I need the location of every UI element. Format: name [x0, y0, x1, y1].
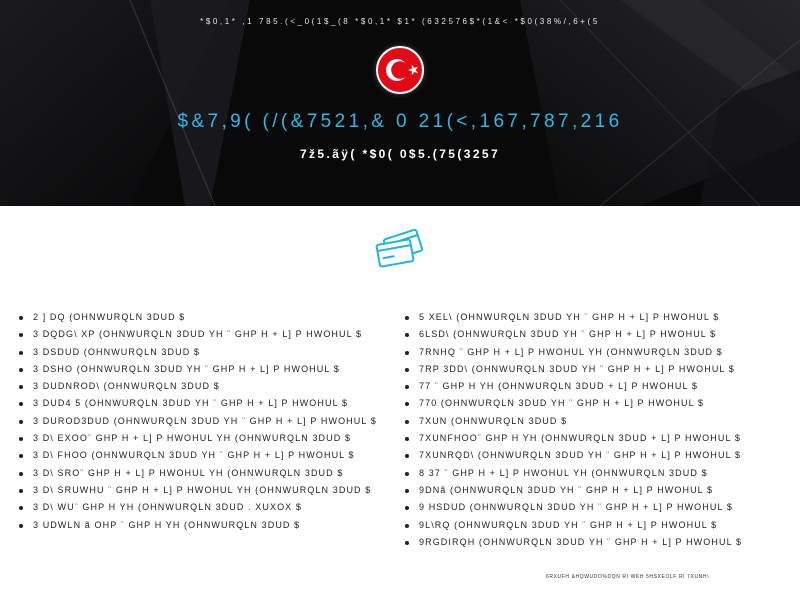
list-item: [404, 430, 784, 447]
bullet: [405, 506, 409, 510]
list-item: [404, 326, 784, 343]
hero-background: [0, 0, 800, 206]
list-item: [18, 309, 388, 326]
list-item-label: 7XUN (OHNWURQLN 3DUD $: [419, 415, 568, 426]
list-item: [404, 465, 784, 482]
bullet: [19, 489, 23, 493]
list-item-label: 5 XEL\ (OHNWURQLN 3DUD YH ¨ GHP H + L] P HWOHUL $: [419, 312, 720, 322]
list-item: [404, 309, 784, 326]
list-item-label: 3 D\ SRO¨ GHP H + L] P HWOHUL YH (OHNWURQLN 3DUD $: [33, 467, 344, 478]
credit-cards-icon: [372, 222, 428, 270]
list-item: [18, 499, 388, 516]
list-item-label: 3 DSDUD (OHNWURQLN 3DUD $: [33, 346, 201, 357]
list-item: [18, 447, 388, 464]
list-item: [404, 344, 784, 361]
provider-list-left: [18, 309, 388, 534]
bullet: [19, 351, 23, 355]
list-item-label: 770 (OHNWURQLN 3DUD YH ¨ GHP H + L] P HWOHUL $: [419, 398, 705, 409]
bullet: [405, 524, 409, 528]
list-item-label: 3 DSHO (OHNWURQLN 3DUD YH ¨ GHP H + L] P HWOHUL $: [33, 363, 340, 374]
list-item: [404, 534, 784, 551]
bullet: [19, 506, 23, 510]
bullet: [19, 316, 23, 320]
list-item-label: 3 D\ SRUWHU ¨ GHP H + L] P HWOHUL YH (OHNWURQLN 3DUD $: [33, 484, 372, 495]
list-item-label: 7XUNRQD\ (OHNWURQLN 3DUD YH ¨ GHP H + L] P HWOHUL $: [419, 450, 742, 461]
bullet: [19, 472, 23, 476]
list-item-label: 8 37 ¨ GHP H + L] P HWOHUL YH (OHNWURQLN 3DUD $: [419, 467, 708, 478]
list-item-label: 3 D\ FHOO (OHNWURQLN 3DUD YH ¨ GHP H + L] P HWOHUL $: [33, 450, 355, 461]
list-item: [404, 378, 784, 395]
list-item-label: 3 DUROD3DUD (OHNWURQLN 3DUD YH ¨ GHP H + L] P HWOHUL $: [33, 415, 377, 426]
list-item: [404, 499, 784, 516]
list-item-label: 7RNHQ ¨ GHP H + L] P HWOHUL YH (OHNWURQLN 3DUD $: [419, 346, 723, 357]
bullet: [19, 524, 23, 528]
list-item-label: 3 DUD4 5 (OHNWURQLN 3DUD YH ¨ GHP H + L] P HWOHUL $: [33, 398, 349, 409]
bullet: [19, 420, 23, 424]
list-item-label: 3 UDWLN ã OHP ¨ GHP H YH (OHNWURQLN 3DUD $: [33, 519, 301, 530]
bullet: [405, 385, 409, 389]
bullet: [405, 489, 409, 493]
list-item: [18, 482, 388, 499]
list-item-label: 9RGDIRQH (OHNWURQLN 3DUD YH ¨ GHP H + L] P HWOHUL $: [419, 536, 743, 547]
hero-subtitle: 7ž5.ãÿ( *$0( 0$5.(75(3257: [299, 147, 501, 161]
list-item: [18, 326, 388, 343]
bullet: [405, 472, 409, 476]
list-item: [404, 447, 784, 464]
list-item-label: 3 DQDG\ XP (OHNWURQLN 3DUD YH ¨ GHP H + L] P HWOHUL $: [33, 329, 363, 340]
bullet: [19, 402, 23, 406]
hero-banner: [0, 0, 800, 206]
list-item: [18, 465, 388, 482]
list-item-label: 3 DUDNROD\ (OHNWURQLN 3DUD $: [33, 381, 220, 392]
list-item: [404, 395, 784, 412]
list-item: [18, 517, 388, 534]
list-item-label: 6LSD\ (OHNWURQLN 3DUD YH ¨ GHP H + L] P HWOHUL $: [419, 329, 717, 340]
list-item: [404, 361, 784, 378]
bullet: [405, 454, 409, 458]
list-item-label: 2 ] DQ (OHNWURQLN 3DUD $: [33, 312, 186, 322]
bullet: [405, 333, 409, 337]
provider-list-right: [404, 309, 784, 551]
list-item-label: 77 ¨ GHP H YH (OHNWURQLN 3DUD + L] P HWOHUL $: [419, 381, 698, 392]
bullet: [19, 333, 23, 337]
bullet: [19, 454, 23, 458]
list-item: [404, 413, 784, 430]
source-footnote: 6RXUFH &HQWUDO%DQN RI WKH 5HSXEOLF RI 7XUNH\: [546, 574, 710, 580]
list-item-label: 7XUNFHOO¨ GHP H YH (OHNWURQLN 3DUD + L] P HWOHUL $: [419, 433, 741, 444]
hero-top-text: *$0,1* ,1 785.(<_0(1$_(8 *$0,1* $1* (632576$*(1&< *$0(38%/,6+(5: [200, 17, 600, 26]
list-item: [18, 378, 388, 395]
list-item: [404, 517, 784, 534]
bullet: [405, 368, 409, 372]
turkey-flag-icon: [376, 46, 424, 94]
list-item: [18, 395, 388, 412]
list-item-label: 3 D\ EXOO¨ GHP H + L] P HWOHUL YH (OHNWURQLN 3DUD $: [33, 433, 352, 444]
bullet: [405, 402, 409, 406]
bullet: [19, 368, 23, 372]
hero-title: $&7,9( (/(&7521,& 0 21(<,167,787,216: [177, 111, 623, 132]
bullet: [405, 437, 409, 441]
bullet: [19, 385, 23, 389]
bullet: [405, 351, 409, 355]
list-item-label: 9 HSDUD (OHNWURQLN 3DUD YH ¨ GHP H + L] P HWOHUL $: [419, 502, 733, 513]
list-item: [18, 413, 388, 430]
list-item: [18, 361, 388, 378]
list-item-label: 7RP 3DD\ (OHNWURQLN 3DUD YH ¨ GHP H + L] P HWOHUL $: [419, 363, 735, 374]
bullet: [19, 437, 23, 441]
bullet: [405, 420, 409, 424]
list-item-label: 9L\RQ (OHNWURQLN 3DUD YH ¨ GHP H + L] P HWOHUL $: [419, 519, 718, 530]
list-item: [18, 344, 388, 361]
bullet: [405, 316, 409, 320]
list-item-label: 3 D\ WU¨ GHP H YH (OHNWURQLN 3DUD . XUXOX $: [33, 502, 302, 513]
list-item: [18, 430, 388, 447]
list-item-label: 9DNã (OHNWURQLN 3DUD YH ¨ GHP H + L] P HWOHUL $: [419, 484, 714, 495]
list-item: [404, 482, 784, 499]
bullet: [405, 541, 409, 545]
